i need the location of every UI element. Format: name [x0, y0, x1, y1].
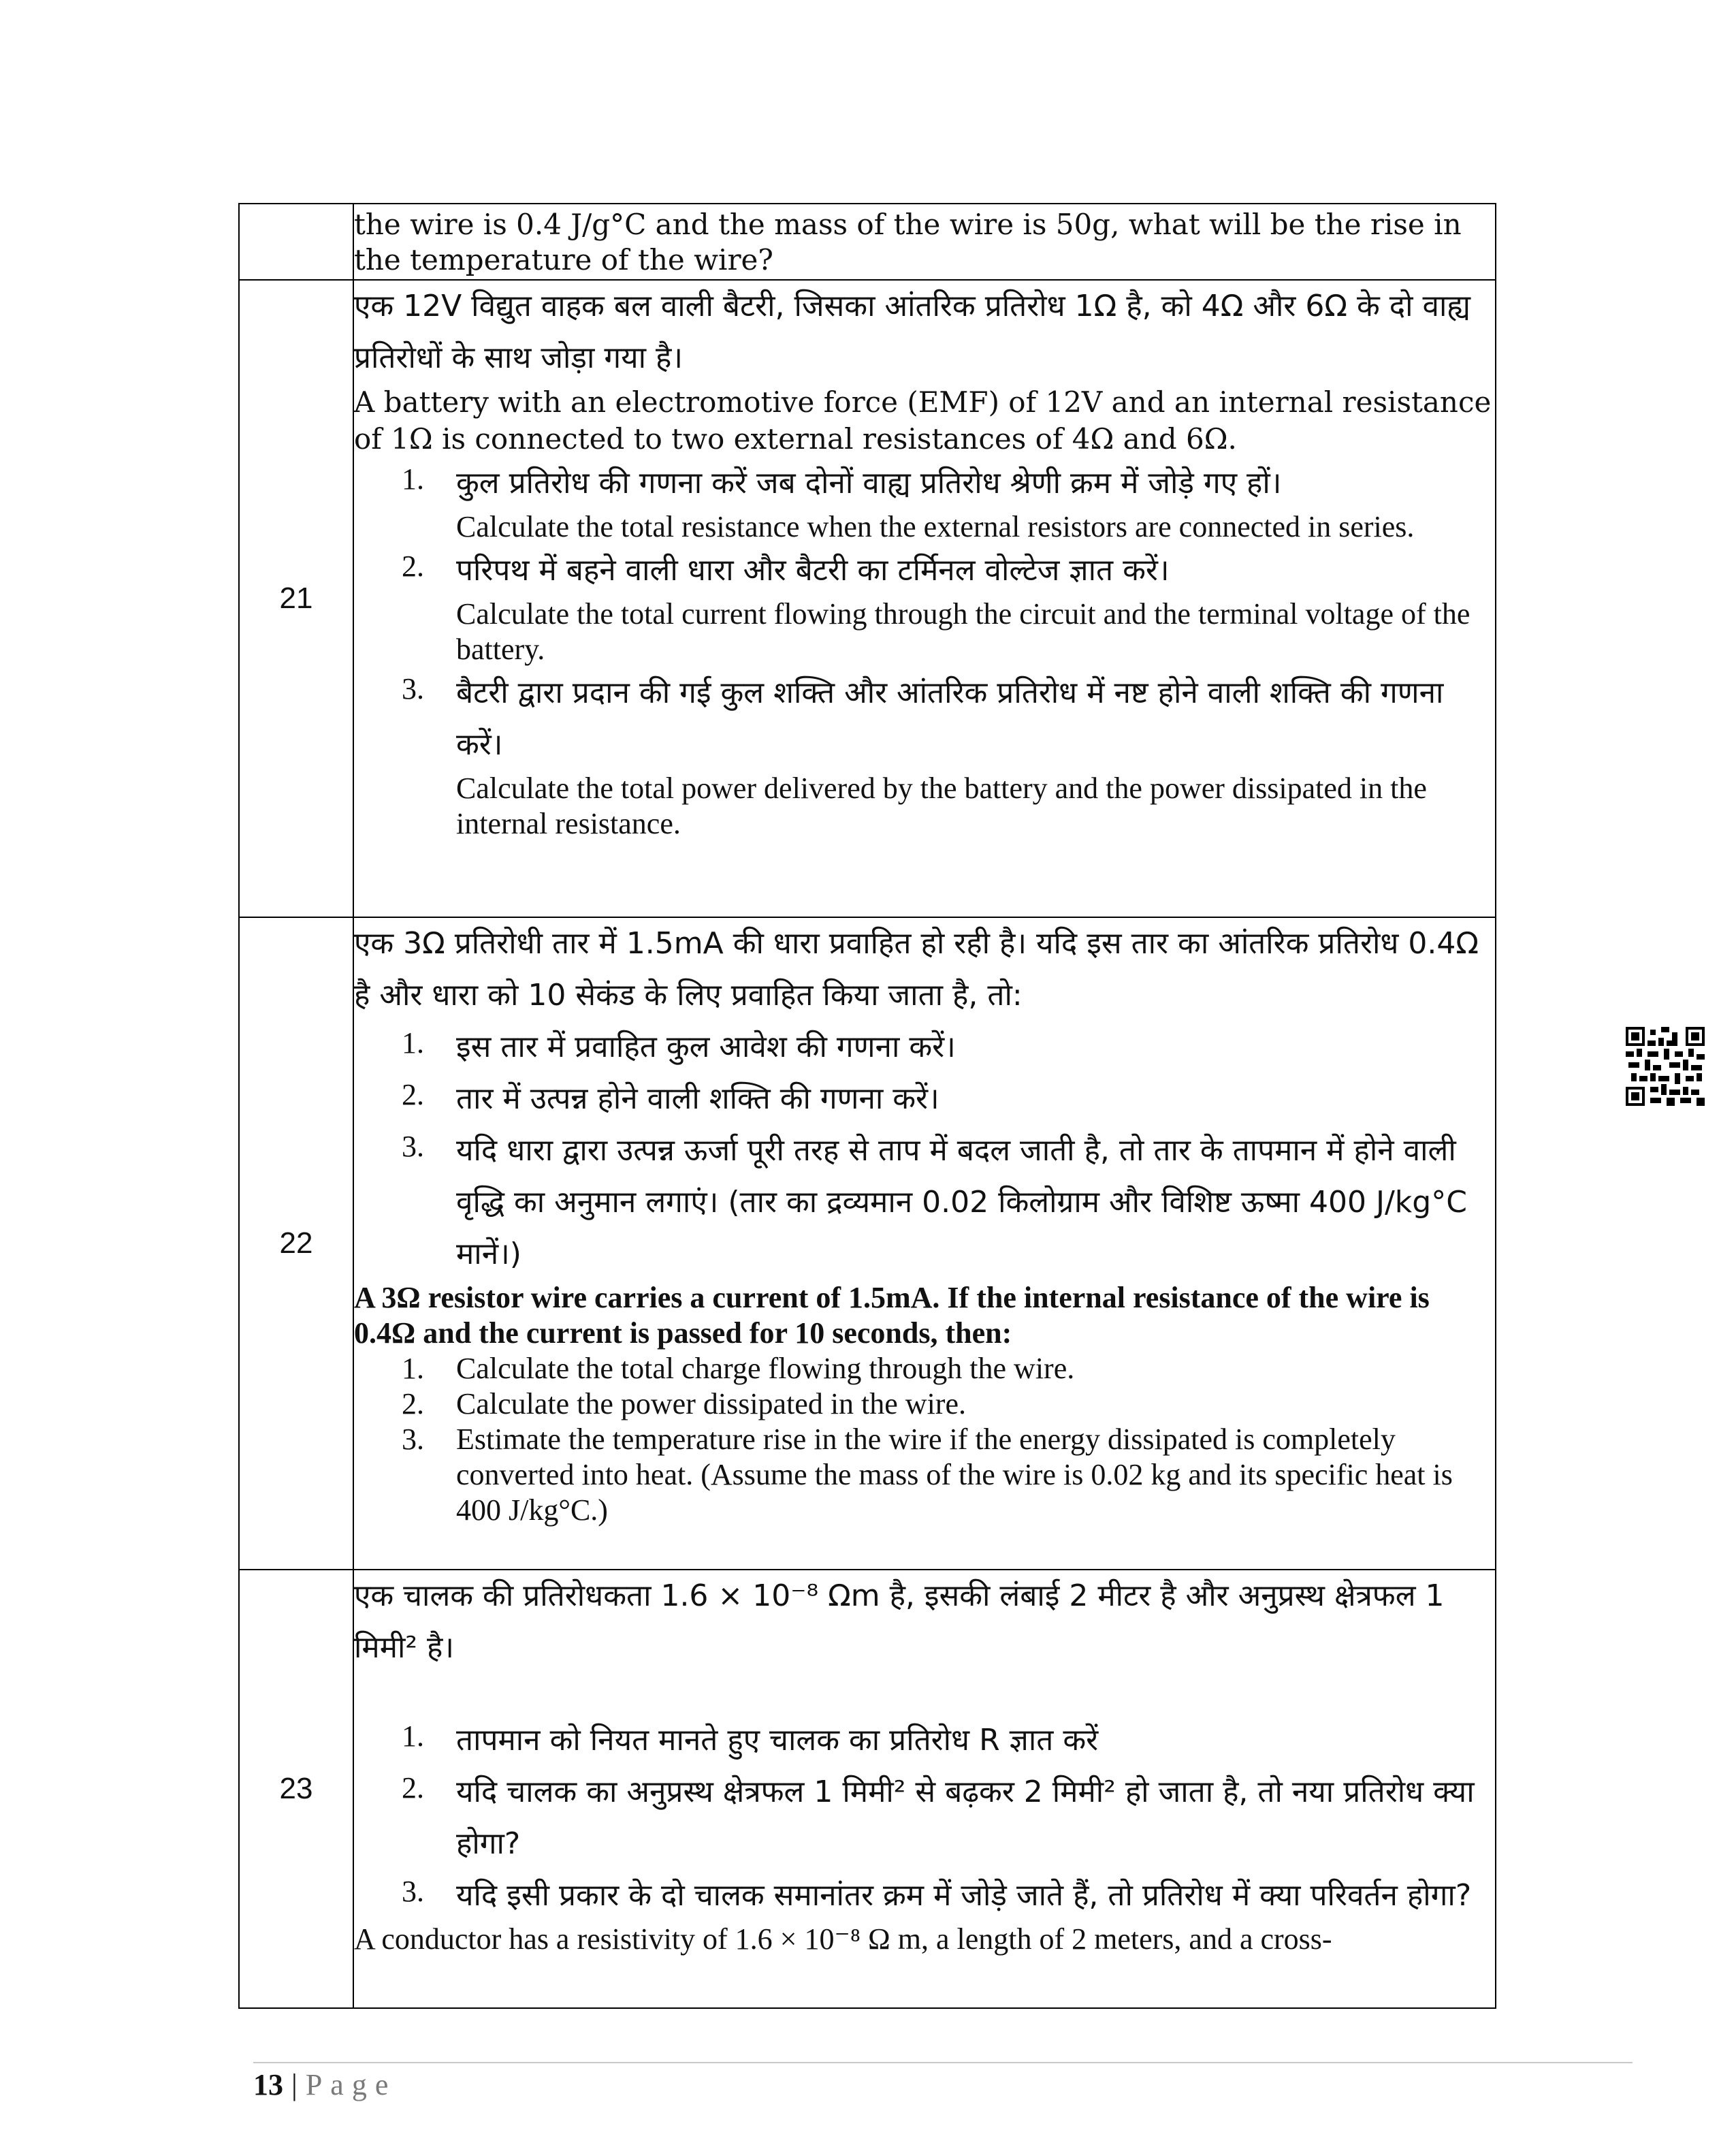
list-item	[354, 1125, 1495, 1280]
footer-separator: |	[291, 2068, 298, 2101]
list-item	[354, 1870, 1495, 1922]
item-english-text: Calculate the total current flowing through the circuit and the terminal voltage of the battery.	[456, 597, 1470, 666]
item-hindi-text: यदि इसी प्रकार के दो चालक समानांतर क्रम में जोड़े जाते हैं, तो प्रतिरोध में क्या परिवर्तन होगा?	[456, 1878, 1472, 1913]
item-number: 1.	[402, 1719, 424, 1753]
item-hindi-text: कुल प्रतिरोध की गणना करें जब दोनों वाह्य प्रतिरोध श्रेणी क्रम में जोड़े गए हों।	[456, 466, 1282, 500]
question-content-cell	[353, 280, 1496, 917]
item-number: 1.	[402, 462, 424, 496]
list-item	[354, 1073, 1495, 1125]
item-number: 2.	[402, 1771, 424, 1805]
question-number-cell	[239, 204, 353, 280]
question-number: 22	[239, 917, 353, 1570]
item-hindi-text: परिपथ में बहने वाली धारा और बैटरी का टर्मिनल वोल्टेज ज्ञात करें।	[456, 553, 1170, 588]
page-footer	[253, 2067, 396, 2102]
table-row	[239, 1570, 1496, 2008]
item-number: 1.	[402, 1026, 424, 1060]
question-table	[238, 203, 1496, 2009]
q23-english-intro: A conductor has a resistivity of 1.6 × 10⁻⁸ Ω m, a length of 2 meters, and a cross-	[354, 1922, 1332, 1956]
list-item	[354, 1422, 1495, 1528]
item-number: 3.	[402, 1423, 424, 1456]
list-item	[354, 1715, 1495, 1766]
question-number: 23	[239, 1570, 353, 2008]
item-hindi-text: इस तार में प्रवाहित कुल आवेश की गणना करें।	[456, 1030, 956, 1064]
item-english-text: Calculate the power dissipated in the wire.	[456, 1387, 966, 1420]
q21-english-intro: A battery with an electromotive force (EMF) of 12V and an internal resistance of 1Ω is connected to two external resistances of 4Ω and 6Ω.	[354, 385, 1492, 456]
list-item	[354, 545, 1495, 667]
item-english-text: Estimate the temperature rise in the wire if the energy dissipated is completely converted into heat. (Assume the mass of the wire is 0.02 kg and its specific heat is 400 J/kg°C.)	[456, 1423, 1453, 1527]
q23-hindi-list	[354, 1715, 1495, 1922]
q23-hindi-intro: एक चालक की प्रतिरोधकता 1.6 × 10⁻⁸ Ωm है, इसकी लंबाई 2 मीटर है और अनुप्रस्थ क्षेत्रफल 1 मिमी² है।	[354, 1578, 1445, 1665]
table-row	[239, 204, 1496, 280]
footer-divider	[253, 2062, 1633, 2063]
list-item	[354, 1386, 1495, 1422]
q21-hindi-intro: एक 12V विद्युत वाहक बल वाली बैटरी, जिसका आंतरिक प्रतिरोध 1Ω है, को 4Ω और 6Ω के दो वाह्य प्रतिरोधों के साथ जोड़ा गया है।	[354, 289, 1470, 375]
item-hindi-text: यदि चालक का अनुप्रस्थ क्षेत्रफल 1 मिमी² से बढ़कर 2 मिमी² हो जाता है, तो नया प्रतिरोध क्या होगा?	[456, 1775, 1475, 1861]
table-row	[239, 280, 1496, 917]
page-number: 13	[253, 2068, 283, 2101]
q22-hindi-list	[354, 1021, 1495, 1280]
item-hindi-text: बैटरी द्वारा प्रदान की गई कुल शक्ति और आंतरिक प्रतिरोध में नष्ट होने वाली शक्ति की गणना करें।	[456, 676, 1444, 762]
item-hindi-text: तार में उत्पन्न होने वाली शक्ति की गणना करें।	[456, 1081, 939, 1116]
item-hindi-text: तापमान को नियत मानते हुए चालक का प्रतिरोध R ज्ञात करें	[456, 1723, 1099, 1758]
item-number: 3.	[402, 1130, 424, 1163]
question-content-cell	[353, 917, 1496, 1570]
list-item	[354, 1351, 1495, 1386]
item-english-text: Calculate the total charge flowing through the wire.	[456, 1352, 1075, 1385]
q20-continuation-text: the wire is 0.4 J/g°C and the mass of the wire is 50g, what will be the rise in the temperature of the wire?	[354, 208, 1462, 276]
item-english-text: Calculate the total resistance when the external resistors are connected in series.	[456, 510, 1415, 543]
page-label: Page	[305, 2068, 397, 2101]
q21-subquestion-list	[354, 458, 1495, 842]
item-hindi-text: यदि धारा द्वारा उत्पन्न ऊर्जा पूरी तरह से ताप में बदल जाती है, तो तार के तापमान में होने वाली वृद्धि का अनुमान लगाएं। (तार का द्रव्यमान 0.02 किलोग्राम और विशिष्ट ऊष्मा 400 J/kg°C मानें।)	[456, 1133, 1467, 1271]
question-number: 21	[239, 280, 353, 917]
item-number: 2.	[402, 1387, 424, 1420]
item-number: 2.	[402, 1078, 424, 1111]
question-content-cell	[353, 1570, 1496, 2008]
q22-english-intro: A 3Ω resistor wire carries a current of 1.5mA. If the internal resistance of the wire is 0.4Ω and the current is passed for 10 seconds, then:	[354, 1281, 1430, 1350]
item-number: 1.	[402, 1352, 424, 1385]
list-item	[354, 1021, 1495, 1073]
q22-hindi-intro: एक 3Ω प्रतिरोधी तार में 1.5mA की धारा प्रवाहित हो रही है। यदि इस तार का आंतरिक प्रतिरोध 0.4Ω है और धारा को 10 सेकंड के लिए प्रवाहित किया जाता है, तो:	[354, 926, 1479, 1013]
item-english-text: Calculate the total power delivered by the battery and the power dissipated in the internal resistance.	[456, 772, 1427, 840]
item-number: 3.	[402, 672, 424, 705]
list-item	[354, 1766, 1495, 1870]
list-item	[354, 667, 1495, 842]
q22-english-list	[354, 1351, 1495, 1528]
item-number: 2.	[402, 550, 424, 583]
table-row	[239, 917, 1496, 1570]
qr-code-icon	[1626, 1027, 1705, 1106]
item-number: 3.	[402, 1875, 424, 1908]
question-content-cell	[353, 204, 1496, 280]
list-item	[354, 458, 1495, 545]
